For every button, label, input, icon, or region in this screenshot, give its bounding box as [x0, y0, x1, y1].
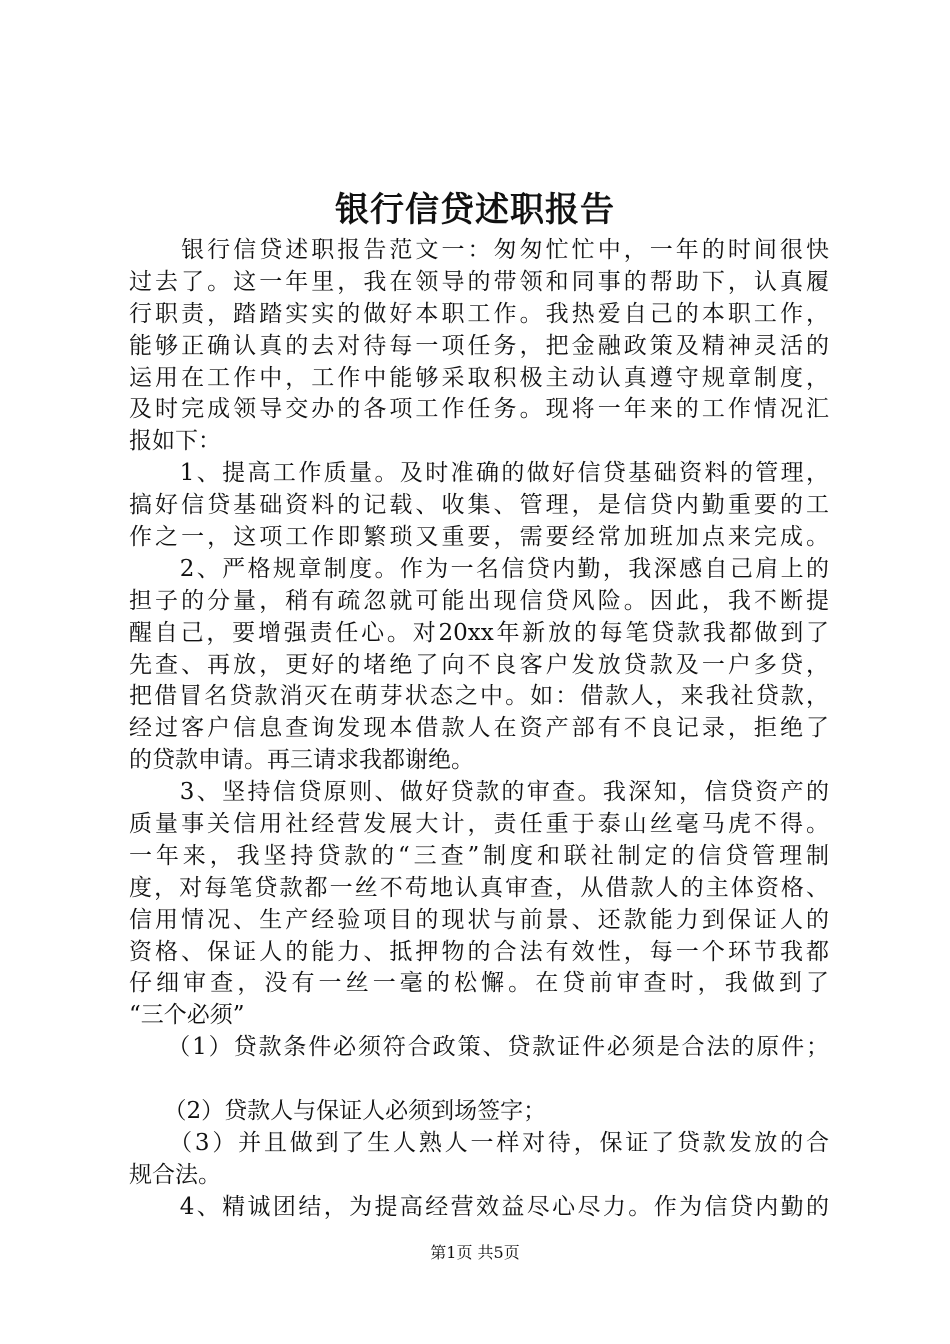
document-title: 银行信贷述职报告	[335, 190, 615, 230]
text-line: 担子的分量，稍有疏忽就可能出现信贷风险。因此，我不断提	[129, 587, 829, 614]
text-line: （3）并且做到了生人熟人一样对待，保证了贷款发放的合	[129, 1129, 829, 1156]
text-line: 能够正确认真的去对待每一项任务，把金融政策及精神灵活的	[129, 332, 829, 359]
text-line: 2、严格规章制度。作为一名信贷内勤，我深感自己肩上的	[129, 555, 829, 582]
text-line: “三个必须”	[129, 1002, 245, 1029]
text-line: 搞好信贷基础资料的记载、收集、管理，是信贷内勤重要的工	[129, 492, 829, 519]
text-line: 过去了。这一年里，我在领导的带领和同事的帮助下，认真履	[129, 268, 829, 295]
text-line: 及时完成领导交办的各项工作任务。现将一年来的工作情况汇	[129, 396, 829, 423]
text-line: 作之一，这项工作即繁琐又重要，需要经常加班加点来完成。	[129, 524, 829, 551]
text-line: 先查、再放，更好的堵绝了向不良客户发放贷款及一户多贷，	[129, 651, 829, 678]
document-body	[129, 235, 829, 1224]
text-line: 银行信贷述职报告范文一：匆匆忙忙中，一年的时间很快	[129, 237, 829, 263]
text-line: 运用在工作中，工作中能够采取积极主动认真遵守规章制度，	[129, 364, 829, 391]
text-line: 行职责，踏踏实实的做好本职工作。我热爱自己的本职工作，	[129, 300, 829, 327]
page-footer: 第1页 共5页	[430, 1243, 520, 1262]
text-line	[129, 1064, 829, 1096]
text-line: （2）贷款人与保证人必须到场签字；	[129, 1098, 547, 1125]
text-line: 经过客户信息查询发现本借款人在资产部有不良记录，拒绝了	[129, 715, 829, 742]
text-line: 3、坚持信贷原则、做好贷款的审查。我深知，信贷资产的	[129, 779, 829, 806]
text-line: 资格、保证人的能力、抵押物的合法有效性，每一个环节我都	[129, 938, 829, 965]
text-line: 的贷款申请。再三请求我都谢绝。	[129, 747, 474, 774]
text-line: 度，对每笔贷款都一丝不苟地认真审查，从借款人的主体资格、	[129, 874, 829, 901]
text-line: 质量事关信用社经营发展大计，责任重于泰山丝毫马虎不得。	[129, 811, 829, 838]
text-line: 规合法。	[129, 1161, 221, 1188]
text-line: 信用情况、生产经验项目的现状与前景、还款能力到保证人的	[129, 906, 829, 933]
text-line: 醒自己，要增强责任心。对20xx年新放的每笔贷款我都做到了	[129, 619, 829, 646]
text-line: 4、精诚团结，为提高经营效益尽心尽力。作为信贷内勤的	[129, 1193, 829, 1220]
text-line: 仔细审查，没有一丝一毫的松懈。在贷前审查时，我做到了	[129, 970, 829, 997]
text-line: （1）贷款条件必须符合政策、贷款证件必须是合法的原件；	[129, 1034, 829, 1061]
text-line: 1、提高工作质量。及时准确的做好信贷基础资料的管理，	[129, 460, 829, 487]
text-line: 一年来，我坚持贷款的“三查”制度和联社制定的信贷管理制	[129, 842, 829, 869]
text-line: 报如下：	[129, 428, 221, 455]
text-line: 把借冒名贷款消灭在萌芽状态之中。如：借款人，来我社贷款，	[129, 683, 829, 710]
